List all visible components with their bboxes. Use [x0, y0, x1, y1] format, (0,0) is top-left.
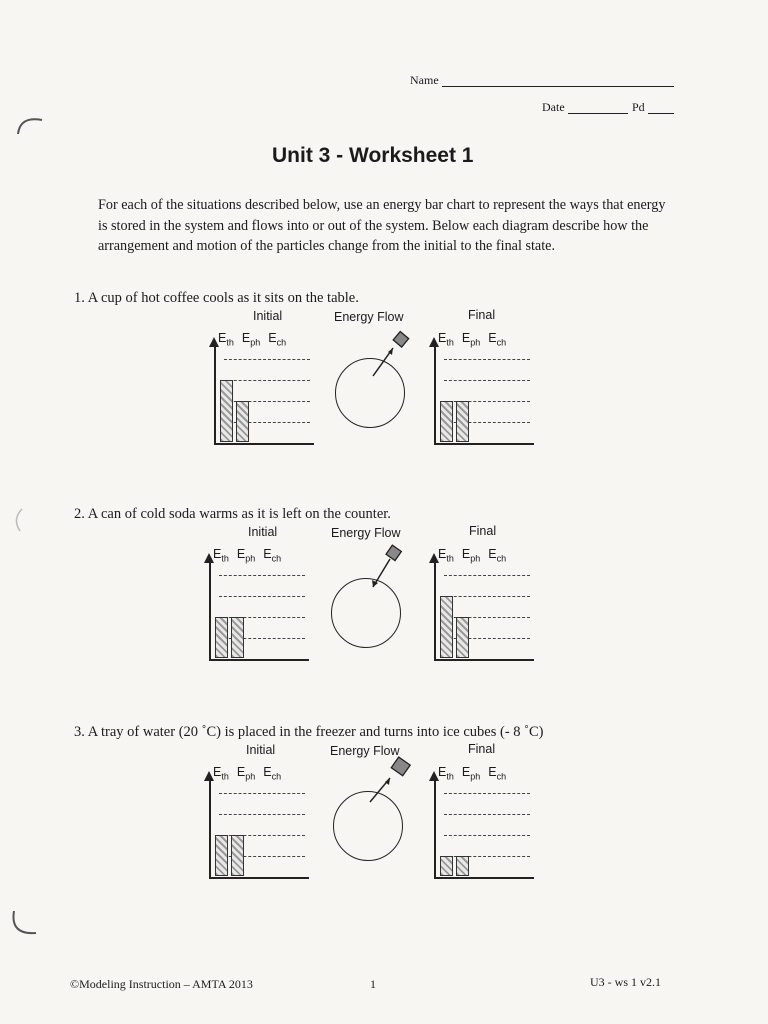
x-axis [434, 443, 534, 445]
gridline [224, 380, 310, 381]
gridline [444, 596, 530, 597]
final-energy-bar-chart[interactable] [430, 765, 540, 895]
page-number: 1 [370, 977, 376, 991]
y-axis-arrow-icon [429, 553, 439, 563]
y-axis-arrow-icon [429, 337, 439, 347]
energy-bar [231, 835, 244, 876]
energy-flow-arrow [360, 543, 410, 593]
hole-punch-mark [8, 505, 38, 535]
column-initial-label: Initial [253, 309, 283, 323]
y-axis-arrow-icon [204, 771, 214, 781]
y-axis [434, 559, 436, 659]
energy-bar [440, 401, 453, 442]
x-axis [209, 659, 309, 661]
energy-label-th: $E_{th}$ [438, 331, 454, 348]
energy-bar [236, 401, 249, 442]
energy-flow-arrow [360, 752, 420, 807]
column-flow-label: Energy Flow [331, 526, 401, 540]
energy-label-ch: $E_{ch}$ [488, 331, 507, 348]
name-field[interactable] [442, 73, 674, 87]
energy-flow-arrow [355, 330, 415, 380]
energy-bar [440, 856, 453, 876]
page-title: Unit 3 - Worksheet 1 [272, 144, 474, 167]
energy-label-th: $E_{th}$ [218, 331, 234, 348]
energy-label-ph: $E_{ph}$ [236, 547, 256, 564]
x-axis [434, 877, 534, 879]
gridline [444, 359, 530, 360]
gridline [444, 814, 530, 815]
y-axis [214, 343, 216, 443]
final-energy-bar-chart[interactable] [430, 547, 540, 677]
energy-label-ch: $E_{ch}$ [268, 331, 287, 348]
column-initial-label: Initial [246, 743, 276, 757]
energy-label-ph: $E_{ph}$ [241, 331, 261, 348]
energy-bar [456, 856, 469, 876]
footer-version: U3 - ws 1 v2.1 [590, 975, 661, 989]
y-axis [434, 777, 436, 877]
energy-label-ph: $E_{ph}$ [461, 331, 481, 348]
energy-labels [213, 765, 289, 782]
energy-labels [438, 547, 514, 564]
y-axis [209, 559, 211, 659]
instructions: For each of the situations described below, use an energy bar chart to represent the ways that energy is stored in the system and flows into or out of the system. Below each diagram describe how the arrangement and motion of the particles change from the initial to the final state. [98, 197, 666, 254]
energy-label-th: $E_{th}$ [438, 765, 454, 782]
final-energy-bar-chart[interactable] [430, 331, 540, 461]
gridline [444, 793, 530, 794]
period-label: Pd [632, 100, 645, 114]
name-label: Name [410, 73, 439, 87]
gridline [444, 380, 530, 381]
energy-label-ch: $E_{ch}$ [488, 765, 507, 782]
gridline [219, 596, 305, 597]
gridline [224, 359, 310, 360]
column-flow-label: Energy Flow [330, 744, 400, 758]
y-axis-arrow-icon [429, 771, 439, 781]
y-axis-arrow-icon [204, 553, 214, 563]
gridline [219, 814, 305, 815]
column-final-label: Final [468, 308, 496, 322]
energy-label-ph: $E_{ph}$ [236, 765, 256, 782]
energy-bar [440, 596, 453, 658]
gridline [444, 575, 530, 576]
energy-label-ph: $E_{ph}$ [461, 547, 481, 564]
gridline [219, 793, 305, 794]
hole-punch-mark [6, 905, 40, 941]
energy-label-ph: $E_{ph}$ [461, 765, 481, 782]
question-1-text: 1. A cup of hot coffee cools as it sits on the table. [74, 290, 359, 306]
energy-label-ch: $E_{ch}$ [263, 765, 282, 782]
gridline [219, 575, 305, 576]
energy-label-ch: $E_{ch}$ [263, 547, 282, 564]
energy-bar [456, 401, 469, 442]
energy-bar [215, 835, 228, 876]
column-flow-label: Energy Flow [334, 310, 404, 324]
energy-bar [231, 617, 244, 658]
energy-labels [438, 331, 514, 348]
initial-energy-bar-chart[interactable] [205, 547, 315, 677]
x-axis [214, 443, 314, 445]
gridline [444, 835, 530, 836]
question-3-text: 3. A tray of water (20 ˚C) is placed in the freezer and turns into ice cubes (- 8 ˚C) [74, 724, 544, 740]
energy-label-th: $E_{th}$ [438, 547, 454, 564]
footer-copyright: ©Modeling Instruction – AMTA 2013 [70, 977, 253, 991]
energy-bar [215, 617, 228, 658]
x-axis [434, 659, 534, 661]
energy-label-th: $E_{th}$ [213, 547, 229, 564]
y-axis [209, 777, 211, 877]
column-initial-label: Initial [248, 525, 278, 539]
initial-energy-bar-chart[interactable] [210, 331, 320, 461]
energy-labels [213, 547, 289, 564]
energy-bar [456, 617, 469, 658]
column-final-label: Final [468, 742, 496, 756]
question-2-text: 2. A can of cold soda warms as it is left on the counter. [74, 506, 391, 522]
energy-labels [218, 331, 294, 348]
energy-label-th: $E_{th}$ [213, 765, 229, 782]
y-axis [434, 343, 436, 443]
hole-punch-mark [14, 110, 48, 138]
period-field[interactable] [648, 100, 674, 114]
initial-energy-bar-chart[interactable] [205, 765, 315, 895]
date-label: Date [542, 100, 565, 114]
date-field[interactable] [568, 100, 628, 114]
x-axis [209, 877, 309, 879]
energy-label-ch: $E_{ch}$ [488, 547, 507, 564]
y-axis-arrow-icon [209, 337, 219, 347]
energy-labels [438, 765, 514, 782]
column-final-label: Final [469, 524, 497, 538]
energy-bar [220, 380, 233, 442]
